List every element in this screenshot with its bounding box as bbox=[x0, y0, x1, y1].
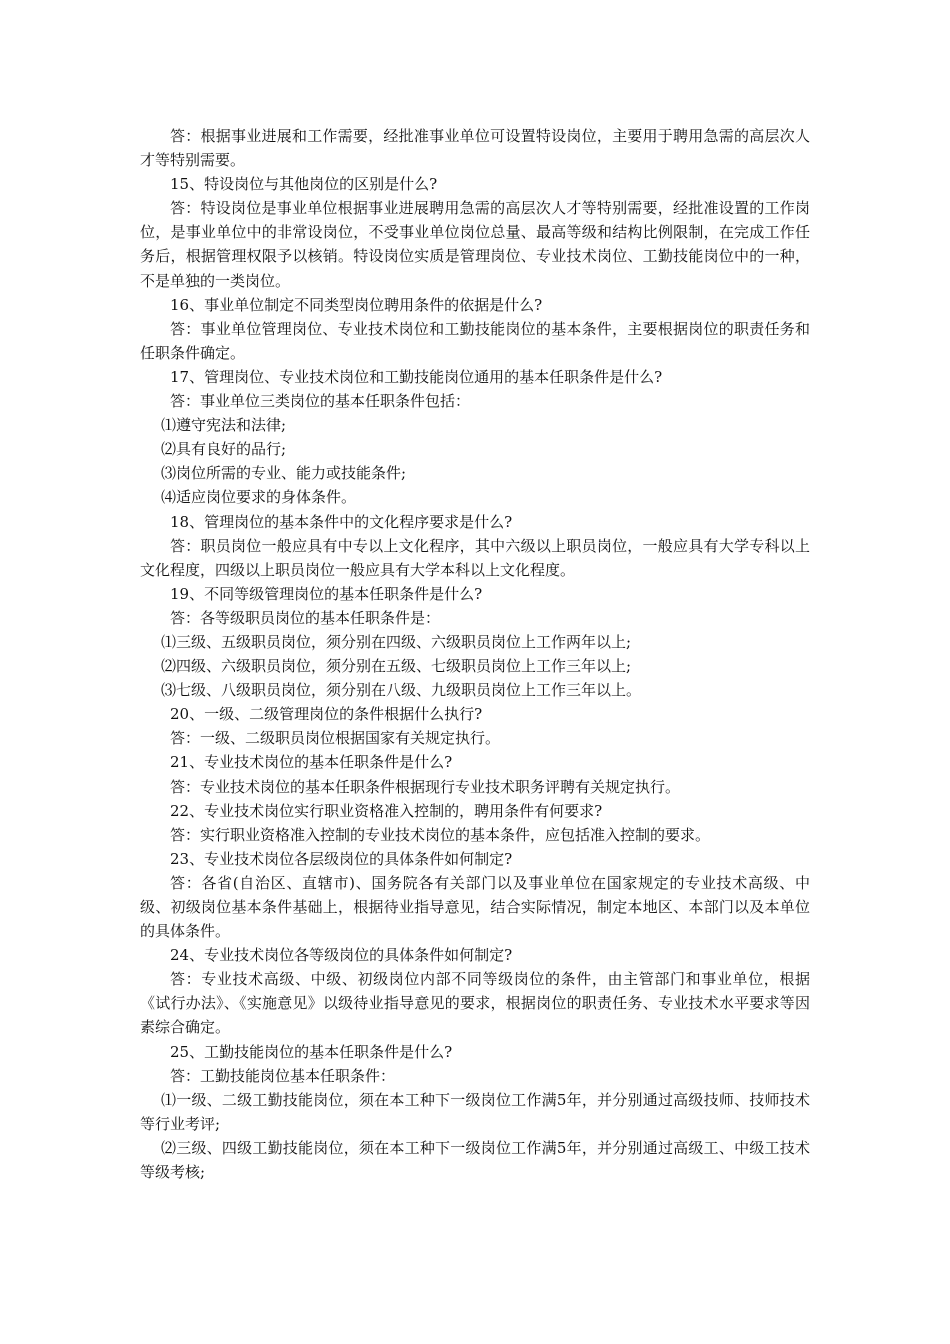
paragraph-question-21: 21、专业技术岗位的基本任职条件是什么? bbox=[170, 753, 453, 772]
paragraph-answer-21: 答：专业技术岗位的基本任职条件根据现行专业技术职务评聘有关规定执行。 bbox=[170, 777, 681, 796]
paragraph-question-15: 15、特设岗位与其他岗位的区别是什么? bbox=[170, 175, 438, 194]
list-item: ⑵具有良好的品行; bbox=[161, 440, 287, 459]
paragraph-question-16: 16、事业单位制定不同类型岗位聘用条件的依据是什么? bbox=[170, 295, 543, 314]
paragraph-answer-20: 答：一级、二级职员岗位根据国家有关规定执行。 bbox=[170, 729, 501, 748]
paragraph-question-20: 20、一级、二级管理岗位的条件根据什么执行? bbox=[170, 705, 483, 724]
list-item: ⑴一级、二级工勤技能岗位，须在本工种下一级岗位工作满5年，并分别通过高级技师、技师技术等行业考评; bbox=[140, 1090, 810, 1133]
list-item: ⑵四级、六级职员岗位，须分别在五级、七级职员岗位上工作三年以上; bbox=[161, 657, 632, 676]
list-item: ⑴遵守宪法和法律; bbox=[161, 416, 287, 435]
list-item: ⑶岗位所需的专业、能力或技能条件; bbox=[161, 464, 407, 483]
document-body bbox=[140, 124, 810, 1184]
paragraph-question-18: 18、管理岗位的基本条件中的文化程序要求是什么? bbox=[170, 512, 513, 531]
list-item: ⑵三级、四级工勤技能岗位，须在本工种下一级岗位工作满5年，并分别通过高级工、中级工技术等级考核; bbox=[140, 1138, 810, 1182]
paragraph-question-25: 25、工勤技能岗位的基本任职条件是什么? bbox=[170, 1042, 453, 1061]
paragraph-answer-15: 答：特设岗位是事业单位根据事业进展聘用急需的高层次人才等特别需要，经批准设置的工作岗位，是事业单位中的非常设岗位，不受事业单位岗位总量、最高等级和结构比例限制，在完成工作任务后，根据管理权限予以核销。特设岗位实质是管理岗位、专业技术岗位、工勤技能岗位中的一种，不是单独的一类岗位。 bbox=[140, 199, 810, 290]
list-item: ⑷适应岗位要求的身体条件。 bbox=[161, 488, 357, 507]
paragraph-answer-19: 答：各等级职员岗位的基本任职条件是： bbox=[170, 608, 441, 627]
paragraph-answer-16: 答：事业单位管理岗位、专业技术岗位和工勤技能岗位的基本条件，主要根据岗位的职责任务和任职条件确定。 bbox=[140, 319, 810, 362]
list-item: ⑴三级、五级职员岗位，须分别在四级、六级职员岗位上工作两年以上; bbox=[161, 632, 632, 651]
paragraph-answer-18: 答：职员岗位一般应具有中专以上文化程序，其中六级以上职员岗位，一般应具有大学专科以上文化程度，四级以上职员岗位一般应具有大学本科以上文化程度。 bbox=[140, 536, 810, 579]
paragraph-question-19: 19、不同等级管理岗位的基本任职条件是什么? bbox=[170, 584, 483, 603]
paragraph-question-17: 17、管理岗位、专业技术岗位和工勤技能岗位通用的基本任职条件是什么? bbox=[170, 367, 663, 386]
paragraph-question-23: 23、专业技术岗位各层级岗位的具体条件如何制定? bbox=[170, 849, 513, 868]
list-item: ⑶七级、八级职员岗位，须分别在八级、九级职员岗位上工作三年以上。 bbox=[161, 681, 642, 700]
paragraph-answer-23: 答：各省(自治区、直辖市)、国务院各有关部门以及事业单位在国家规定的专业技术高级、中级、初级岗位基本条件基础上，根据待业指导意见，结合实际情况，制定本地区、本部门以及本单位的具体条件。 bbox=[140, 873, 810, 941]
paragraph-question-24: 24、专业技术岗位各等级岗位的具体条件如何制定? bbox=[170, 946, 513, 965]
paragraph-question-22: 22、专业技术岗位实行职业资格准入控制的，聘用条件有何要求? bbox=[170, 801, 603, 820]
paragraph-answer-22: 答：实行职业资格准入控制的专业技术岗位的基本条件，应包括准入控制的要求。 bbox=[170, 825, 711, 844]
paragraph-answer-24: 答：专业技术高级、中级、初级岗位内部不同等级岗位的条件，由主管部门和事业单位，根据《试行办法》、《实施意见》以级待业指导意见的要求，根据岗位的职责任务、专业技术水平要求等因素综合确定。 bbox=[140, 970, 810, 1037]
paragraph-answer-14: 答：根据事业进展和工作需要，经批准事业单位可设置特设岗位，主要用于聘用急需的高层次人才等特别需要。 bbox=[140, 127, 810, 170]
paragraph-answer-25: 答：工勤技能岗位基本任职条件： bbox=[170, 1066, 396, 1085]
paragraph-answer-17: 答：事业单位三类岗位的基本任职条件包括： bbox=[170, 392, 471, 411]
